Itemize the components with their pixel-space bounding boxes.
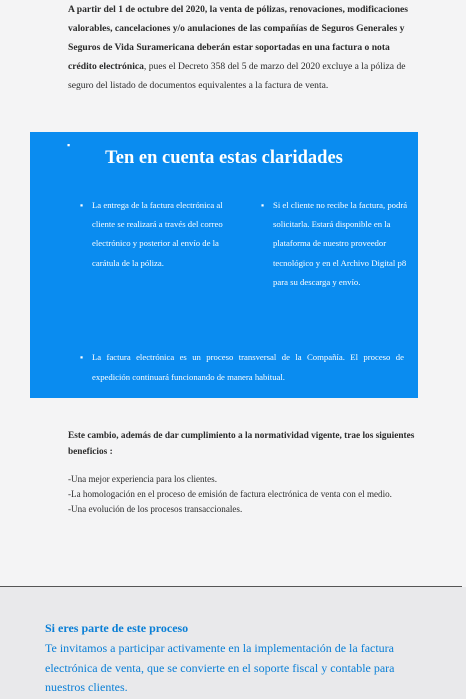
- footer-section: [0, 587, 466, 699]
- intro-paragraph: [68, 0, 420, 95]
- benefit-item: -Una mejor experiencia para los clientes.: [68, 474, 217, 484]
- intro-bold-text: A partir del 1 de octubre del 2020, la venta de pólizas, renovaciones, modificaciones valorables, cancelaciones y/o anulaciones de las compañías de Seguros Generales y Seguros de Vida Suramericana deberán estar soportadas en una factura o nota crédito electrónica: [68, 4, 409, 72]
- claridad-item-right: [261, 196, 413, 292]
- bullet-icon: ▪: [80, 352, 84, 362]
- benefits-list: [68, 472, 418, 518]
- benefits-heading: Este cambio, además de dar cumplimiento a la normatividad vigente, trae los siguientes beneficios :: [68, 431, 415, 457]
- claridad-item-wide: [80, 348, 404, 387]
- claridades-panel: [30, 132, 418, 398]
- intro-regular-text: , pues el Decreto 358 del 5 de marzo del 2020 excluye a la póliza de seguro del listado de documentos equivalentes a la factura de venta.: [68, 61, 406, 91]
- claridades-title: Ten en cuenta estas claridades: [105, 148, 343, 168]
- bullet-icon: ▪: [80, 200, 84, 210]
- bullet-icon: ▪: [67, 140, 71, 150]
- bullet-icon: ▪: [261, 200, 265, 210]
- claridad-item-text: La factura electrónica es un proceso transversal de la Compañía. El proceso de expedición continuará funcionando de manera habitual.: [92, 352, 404, 382]
- footer-title: Si eres parte de este proceso: [45, 621, 189, 635]
- claridad-item-left: [80, 196, 228, 273]
- claridad-item-text: La entrega de la factura electrónica al cliente se realizará a través del correo electrónico y posterior al envío de la carátula de la póliza.: [92, 200, 223, 268]
- benefit-item: -La homologación en el proceso de emisión de factura electrónica de venta con el medio.: [68, 489, 392, 500]
- footer-text: Te invitamos a participar activamente en la implementación de la factura electrónica de venta, que se convierte en el soporte fiscal y contable para nuestros clientes.: [45, 641, 395, 694]
- benefit-item: -Una evolución de los procesos transaccionales.: [68, 504, 243, 515]
- claridad-item-text: Si el cliente no recibe la factura, podrá solicitarla. Estará disponible en la plataforma de nuestro proveedor tecnológico y en el Archivo Digital p8 para su descarga y envío.: [273, 200, 408, 287]
